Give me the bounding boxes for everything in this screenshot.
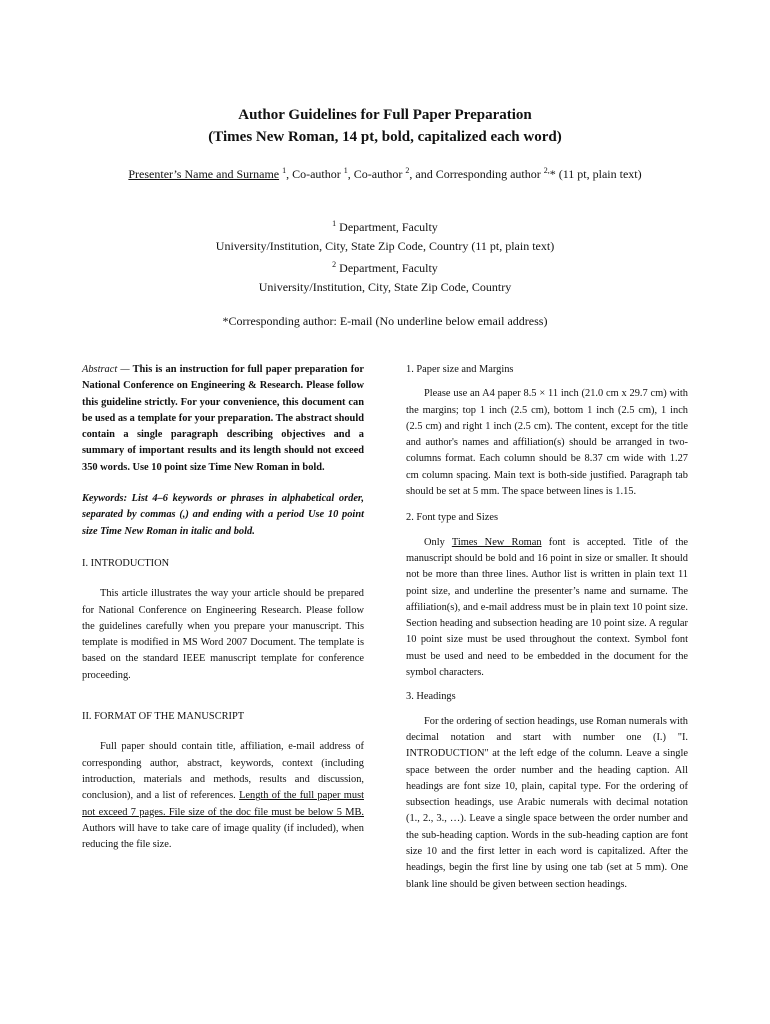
right-column [406,362,688,893]
abstract [82,362,364,476]
paper-size-paragraph: Please use an A4 paper 8.5 × 11 inch (21.0 cm x 29.7 cm) with the margins; top 1 inch (2.5 cm), bottom 1 inch (2.5 cm), 1 inch (2.5 cm) and right 1 inch (2.5 cm). The content, except for the title and author's names and affiliation(s) should be arranged in two-columns format. Each column should be 8.37 cm wide with 1.27 cm column spacing. Main text is both-side justified. Paragraph tab should be set at 5 mm. The space between lines is 1.15. [406,388,688,498]
subsection-heading-font: 2. Font type and Sizes [406,512,499,524]
coauthor-1: , Co-author [286,167,344,181]
format-text: Full paper should contain title, affiliation, e-mail address of corresponding author, abstract, keywords, context (including introduction, materials and methods, results and discussion, conclusion), and a list of references. [82,741,364,802]
affiliation-1 [0,218,770,256]
affiliation-department: Department, Faculty [336,220,438,234]
affiliation-marker: 1 [343,166,348,175]
corresponding-author-note: *Corresponding author: E-mail (No underline below email address) [222,314,548,328]
format-paragraph [82,739,364,853]
affiliation-institution: University/Institution, City, State Zip Code, Country (11 pt, plain text) [215,239,555,253]
headings-paragraph: For the ordering of section headings, use Roman numerals with decimal notation and start with number one (I.) "I. INTRODUCTION" at the left edge of the column. Leave a single space between the order number and the heading caption. All headings are font size 10, plain, capital type. For the ordering of subsection headings, use Arabic numerals with decimal notation (1., 2., 3., …). Leave a single space between the order number and the sub-heading caption. Words in the sub-heading caption are font size 10 and the first letter in each word is capitalized. After the headings, begin the first line by using one tab (set at 5 mm). One blank line should be given between section headings. [406,715,688,890]
affiliation-marker: 1 [282,166,287,175]
abstract-text: This is an instruction for full paper preparation for National Conference on Engineering & Research. Please follow this guideline strictly. For your convenience, this document can be used as a template for your preparation. The abstract should contain a single paragraph describing objectives and a summary of important results and its length should not exceed 350 words. Use 10 point size Time New Roman in bold. [82,364,364,473]
left-column [82,362,364,853]
affiliation-marker: 2 [405,166,410,175]
coauthor-2: , Co-author [347,167,406,181]
keywords: Keywords: List 4–6 keywords or phrases in alphabetical order, separated by commas (,) and ending with a period Use 10 point size Time New Roman in italic and bold. [82,493,364,537]
section-heading-format: II. FORMAT OF THE MANUSCRIPT [82,711,245,723]
subsection-heading-paper-size: 1. Paper size and Margins [406,364,514,375]
author-list-note: * (11 pt, plain text) [549,167,642,181]
format-text: Authors will have to take care of image quality (if included), when reducing the file size. [82,822,364,851]
affiliation-institution: University/Institution, City, State Zip Code, Country [258,280,512,294]
font-name-underlined: Times New Roman [451,536,542,548]
affiliation-2 [0,259,770,297]
font-text: font is accepted. Title of the manuscript should be bold and 16 point in size or smaller. It should not be more than three lines. Author list is written in plain text 11 point size, and underline the presenter’s name and surname. The affiliation(s), and e-mail address must be in plain text 10 point size. Section heading and subsection heading are 10 point size. A regular 10 point size must be used throughout the context. Symbol font must be used and need to be embedded in the document for the symbol characters. [406,536,688,679]
subsection-heading-headings: 3. Headings [406,691,456,703]
affiliation-department: Department, Faculty [336,261,438,275]
introduction-paragraph: This article illustrates the way your article should be prepared for National Conference on Engineering Research. Please follow the guidelines carefully when you prepare your manuscript. This template is modified in MS Word 2007 Document. The template is based on the standard IEEE manuscript template for conference proceeding. [82,588,364,681]
affiliation-marker: 2, [543,166,550,175]
affiliation-number: 1 [332,219,337,228]
paper-title-line2: (Times New Roman, 14 pt, bold, capitalized each word) [208,129,562,145]
format-text-underlined: Length of the full paper must not exceed 7 pages. File size of the doc file must be below 5 MB. [82,790,364,818]
affiliation-number: 2 [332,260,337,269]
font-paragraph [406,535,688,682]
author-list [110,165,660,183]
abstract-label: Abstract — [82,364,130,375]
font-text: Only [424,536,452,548]
presenter-name: Presenter’s Name and Surname [128,167,280,181]
corresponding-author: , and Corresponding author [409,167,544,181]
section-heading-introduction: I. INTRODUCTION [82,557,170,569]
paper-title-line1: Author Guidelines for Full Paper Preparation [238,107,532,123]
